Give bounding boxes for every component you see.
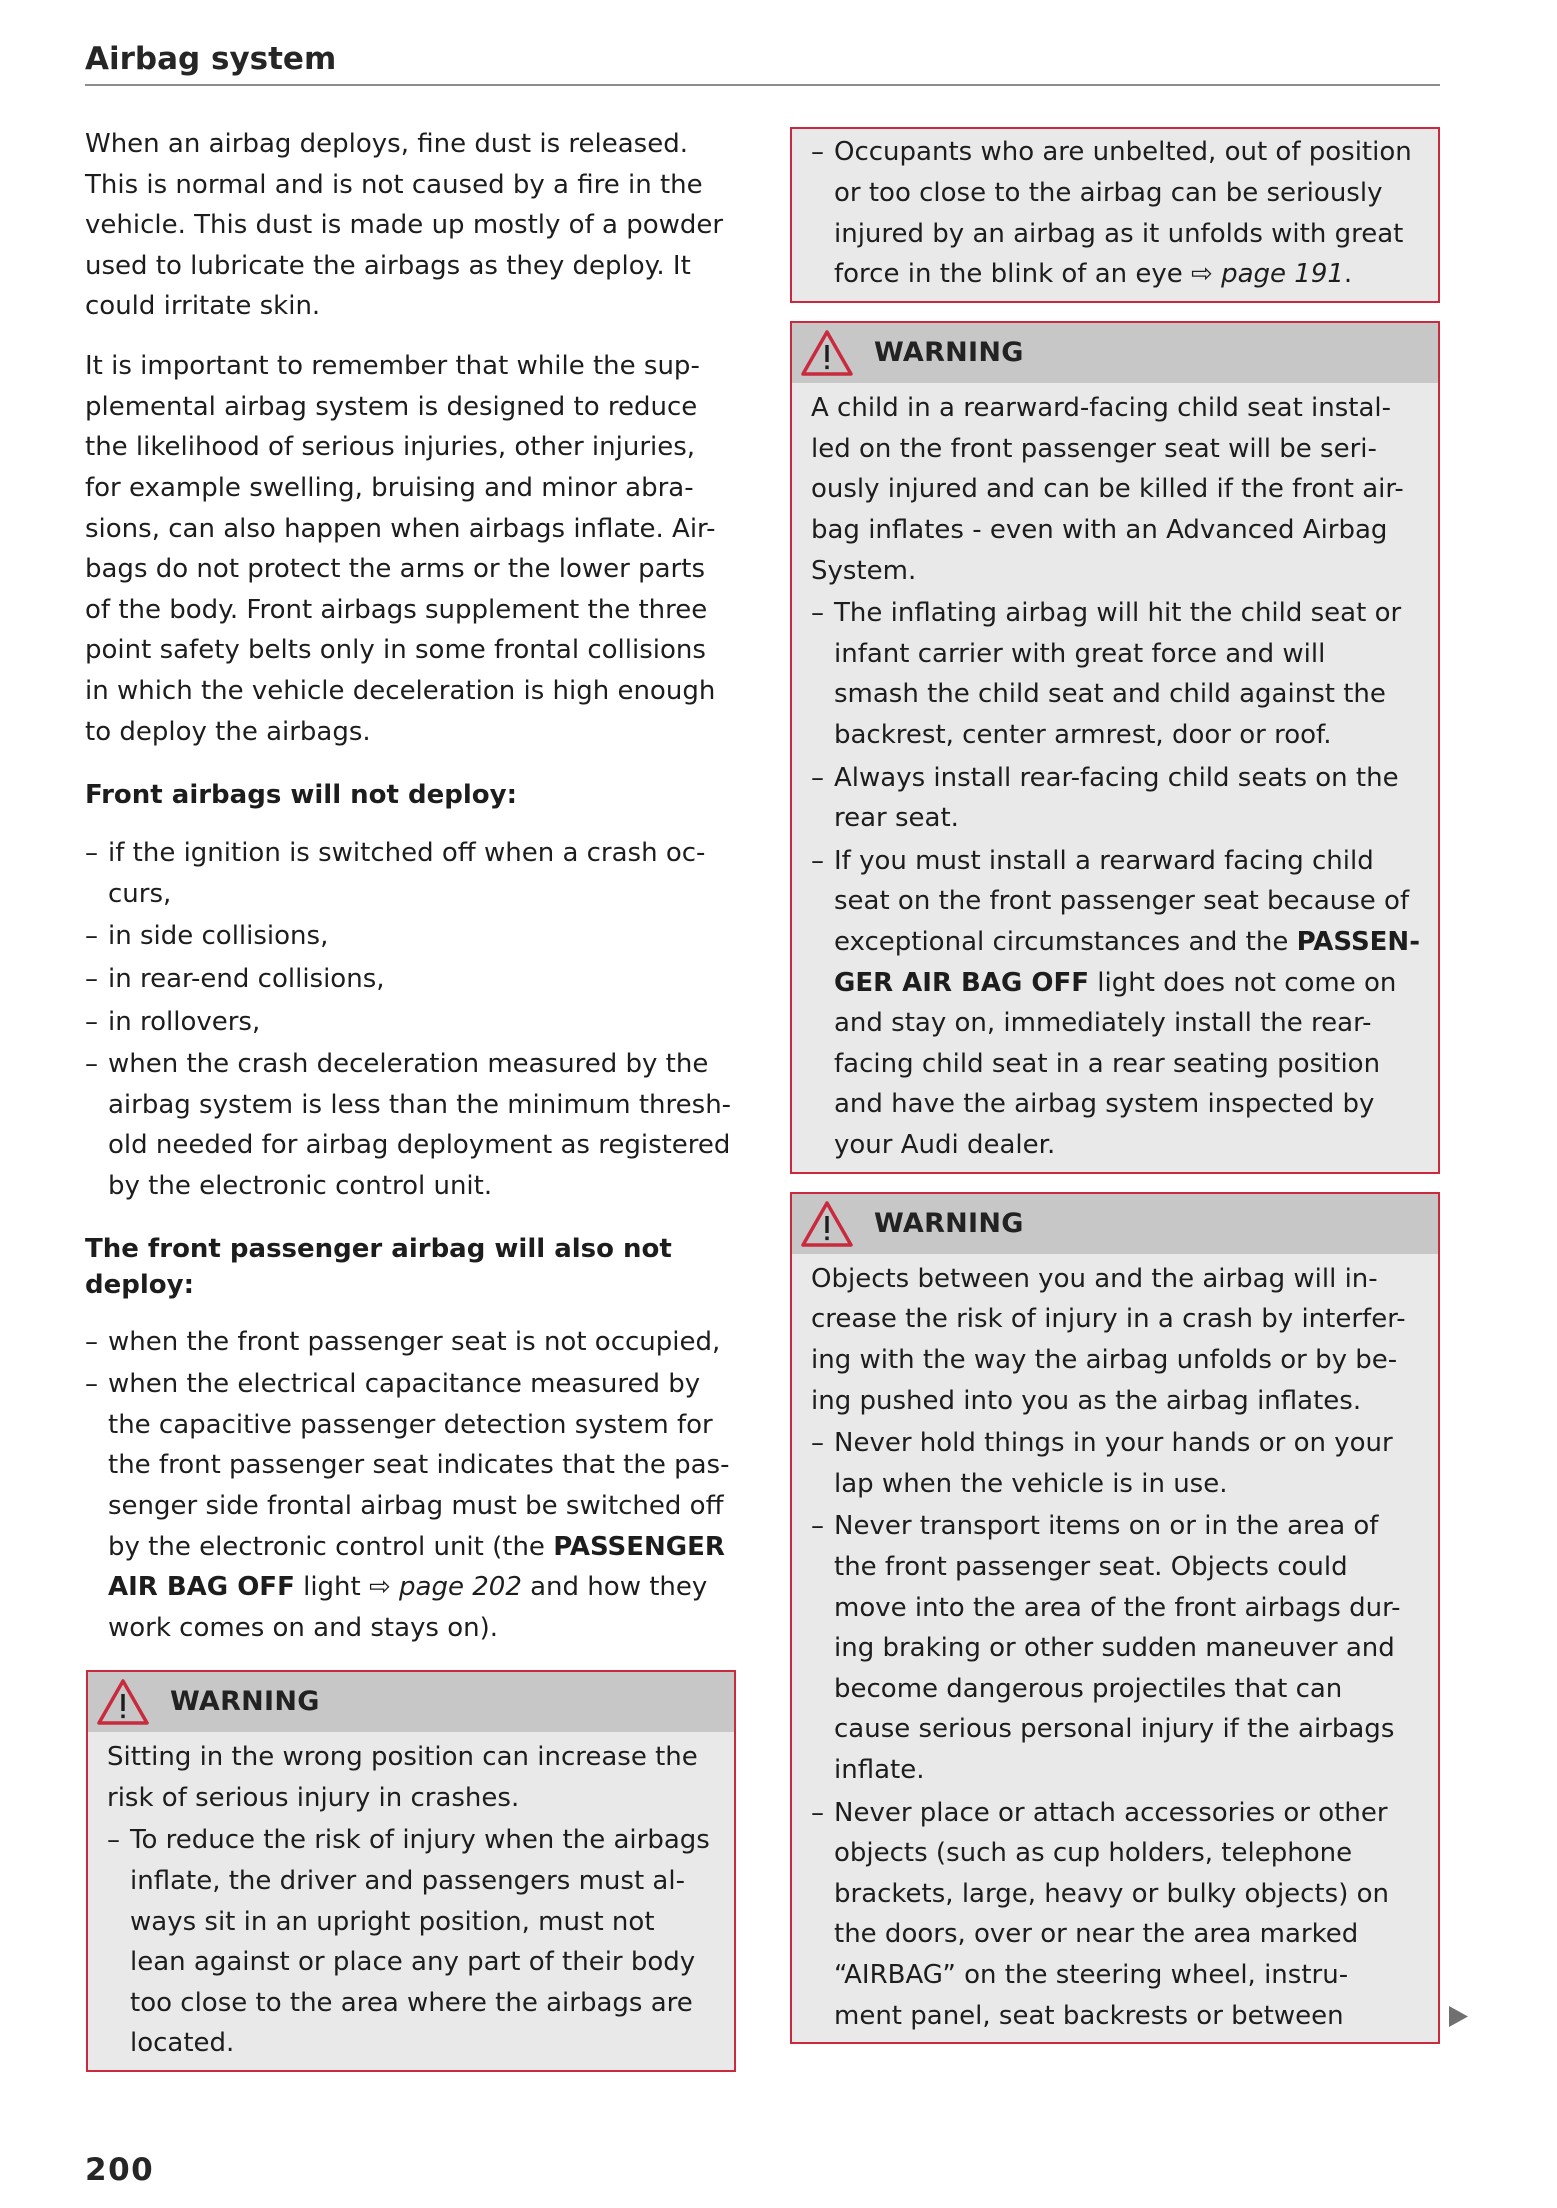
list-passenger-airbag-not-deploy — [85, 1322, 736, 1649]
warning-triangle-icon — [800, 1199, 854, 1249]
list-item — [85, 1322, 736, 1363]
text-line: ways sit in an upright position, must not — [130, 1906, 655, 1937]
warning-body — [88, 1732, 734, 2070]
list-dash: – — [85, 963, 98, 994]
list-dash: – — [85, 1049, 98, 1080]
text-segment: light ⇨ — [294, 1572, 400, 1603]
text-line: If you must install a rearward facing child — [834, 845, 1374, 876]
list-item — [811, 758, 1428, 839]
text-line: Never transport items on or in the area of — [834, 1511, 1379, 1542]
warning-body — [792, 383, 1438, 1171]
text-line: ing pushed into you as the airbag inflates. — [811, 1385, 1362, 1416]
warning-title: WARNING — [170, 1686, 320, 1717]
warning-triangle-icon — [96, 1677, 150, 1727]
text-line: old needed for airbag deployment as registered — [108, 1130, 731, 1161]
text-line: seat on the front passenger seat because of — [834, 886, 1410, 917]
text-line: infant carrier with great force and will — [834, 638, 1326, 669]
text-line: when the electrical capacitance measured by — [108, 1369, 701, 1400]
text-line: and have the airbag system inspected by — [834, 1089, 1375, 1120]
header-rule — [85, 84, 1440, 86]
text-line: Never place or attach accessories or other — [834, 1797, 1388, 1828]
text-line: System. — [811, 555, 917, 586]
section-heading-passenger-airbag — [85, 1232, 736, 1303]
list-item — [85, 916, 736, 957]
section-heading-front-airbags — [85, 775, 736, 816]
list-dash: – — [811, 137, 824, 168]
text-line: Sitting in the wrong position can increase the — [107, 1742, 698, 1773]
heading-line: deploy: — [85, 1269, 194, 1300]
list-item — [85, 959, 736, 1000]
text-line — [834, 922, 1428, 963]
text-line: airbag system is less than the minimum thresh- — [108, 1089, 732, 1120]
paragraph-airbag-limits — [85, 346, 736, 752]
text-line: senger side frontal airbag must be switched off — [108, 1490, 724, 1521]
list-dash: – — [811, 1511, 824, 1542]
text-line: located. — [130, 2028, 235, 2059]
paragraph-airbag-dust — [85, 124, 736, 327]
text-line: ing braking or other sudden maneuver and — [834, 1633, 1395, 1664]
text-line: the capacitive passenger detection system for — [108, 1409, 713, 1440]
page-reference-link[interactable]: page 202 — [399, 1572, 522, 1603]
text-line: bags do not protect the arms or the lower parts — [85, 554, 705, 585]
list-dash: – — [811, 845, 824, 876]
text-line: too close to the area where the airbags are — [130, 1987, 693, 2018]
text-line: sions, can also happen when airbags inflate. Air- — [85, 513, 716, 544]
text-line: for example swelling, bruising and minor abra- — [85, 473, 694, 504]
text-line: the doors, over or near the area marked — [834, 1919, 1359, 1950]
text-line: your Audi dealer. — [834, 1129, 1056, 1160]
warning-header — [792, 1194, 1438, 1254]
text-line: It is important to remember that while the sup- — [85, 351, 700, 382]
warning-header — [792, 323, 1438, 383]
text-segment: and how they — [521, 1572, 708, 1603]
text-line: Always install rear-facing child seats on the — [834, 762, 1399, 793]
text-line: of the body. Front airbags supplement the three — [85, 594, 708, 625]
page-reference-link[interactable]: page 191 — [1221, 259, 1344, 290]
text-line: become dangerous projectiles that can — [834, 1673, 1343, 1704]
list-item — [811, 132, 1428, 294]
text-line — [834, 254, 1428, 295]
text-line: point safety belts only in some frontal collisions — [85, 635, 706, 666]
list-item — [85, 1364, 736, 1648]
bold-term: GER AIR BAG OFF — [834, 967, 1089, 998]
text-line: rear seat. — [834, 803, 959, 834]
text-line: cause serious personal injury if the airbags — [834, 1714, 1395, 1745]
list-dash: – — [85, 838, 98, 869]
text-line: led on the front passenger seat will be seri- — [811, 433, 1377, 464]
text-line: ing with the way the airbag unfolds or by be- — [811, 1345, 1398, 1376]
list-item — [85, 1044, 736, 1206]
text-line: This is normal and is not caused by a fire in the — [85, 169, 703, 200]
warning-box-child-seat — [790, 321, 1440, 1173]
text-line: could irritate skin. — [85, 291, 321, 322]
list-item — [811, 841, 1428, 1166]
text-line: “AIRBAG” on the steering wheel, instru- — [834, 1959, 1349, 1990]
list-item — [811, 1423, 1428, 1504]
text-line: risk of serious injury in crashes. — [107, 1782, 520, 1813]
text-line: A child in a rearward-facing child seat instal- — [811, 393, 1392, 424]
heading-line: Front airbags will not deploy: — [85, 780, 517, 811]
text-segment: light does not come on — [1089, 967, 1397, 998]
text-line: inflate, the driver and passengers must al- — [130, 1866, 685, 1897]
text-line: inflate. — [834, 1755, 925, 1786]
note-body — [792, 129, 1438, 300]
text-line: The inflating airbag will hit the child seat or — [834, 598, 1402, 629]
warning-header — [88, 1672, 734, 1732]
text-line: in which the vehicle deceleration is high enough — [85, 676, 716, 707]
warning-box-seating-position — [86, 1670, 736, 2072]
warning-box-loose-objects — [790, 1192, 1440, 2044]
text-line: To reduce the risk of injury when the airbags — [130, 1825, 710, 1856]
text-line: backrest, center armrest, door or roof. — [834, 720, 1332, 751]
list-item — [811, 1506, 1428, 1790]
text-line: plemental airbag system is designed to reduce — [85, 391, 698, 422]
list-dash: – — [85, 1326, 98, 1357]
list-dash: – — [85, 921, 98, 952]
text-line: in rollovers, — [108, 1006, 261, 1037]
note-box-occupant-position — [790, 127, 1440, 302]
text-line: When an airbag deploys, fine dust is released. — [85, 129, 688, 159]
text-line: in side collisions, — [108, 921, 329, 952]
text-line: lean against or place any part of their body — [130, 1947, 696, 1978]
text-line: ment panel, seat backrests or between — [834, 2000, 1344, 2031]
warning-title: WARNING — [874, 1207, 1024, 1239]
bold-term: PASSEN- — [1296, 927, 1420, 958]
list-item — [811, 593, 1428, 755]
section-title: Airbag system — [85, 41, 337, 77]
text-segment: force in the blink of an eye ⇨ — [834, 259, 1222, 290]
list-dash: – — [811, 1428, 824, 1459]
text-line: and stay on, immediately install the rear- — [834, 1008, 1372, 1039]
text-segment: by the electronic control unit (the — [108, 1531, 554, 1562]
text-line: smash the child seat and child against the — [834, 679, 1386, 710]
text-line: when the front passenger seat is not occupied, — [108, 1326, 721, 1357]
bold-term: PASSENGER — [553, 1531, 725, 1562]
list-dash: – — [107, 1825, 120, 1856]
warning-title: WARNING — [874, 337, 1024, 368]
list-dash: – — [811, 598, 824, 629]
list-front-airbags-not-deploy — [85, 833, 736, 1206]
text-line: brackets, large, heavy or bulky objects) on — [834, 1878, 1389, 1909]
text-line: when the crash deceleration measured by the — [108, 1049, 709, 1080]
text-line: or too close to the airbag can be seriously — [834, 177, 1383, 208]
list-dash: – — [85, 1006, 98, 1037]
text-line: move into the area of the front airbags dur- — [834, 1592, 1401, 1623]
heading-line: The front passenger airbag will also not — [85, 1234, 672, 1265]
bold-term: AIR BAG OFF — [108, 1572, 295, 1603]
text-line: facing child seat in a rear seating position — [834, 1048, 1381, 1079]
list-item — [85, 1002, 736, 1043]
page-number: 200 — [85, 2152, 155, 2188]
text-line: objects (such as cup holders, telephone — [834, 1838, 1353, 1869]
text-line: the front passenger seat indicates that the pas- — [108, 1450, 730, 1481]
text-line: bag inflates - even with an Advanced Airbag — [811, 515, 1388, 546]
text-line: Objects between you and the airbag will in- — [811, 1263, 1378, 1294]
text-line — [108, 1567, 736, 1608]
text-line: by the electronic control unit. — [108, 1170, 493, 1201]
warning-body — [792, 1254, 1438, 2042]
text-line: vehicle. This dust is made up mostly of a powder — [85, 210, 724, 241]
text-line: ously injured and can be killed if the front air- — [811, 474, 1404, 505]
list-dash: – — [811, 1797, 824, 1828]
text-line: Occupants who are unbelted, out of position — [834, 137, 1412, 168]
continue-arrow-icon — [1449, 2006, 1468, 2027]
list-item — [811, 1793, 1428, 2037]
text-line — [108, 1527, 736, 1568]
text-segment: exceptional circumstances and the — [834, 927, 1297, 958]
text-line: injured by an airbag as it unfolds with great — [834, 218, 1404, 249]
list-dash: – — [85, 1369, 98, 1400]
list-item — [107, 1820, 724, 2064]
text-line: work comes on and stays on). — [108, 1612, 499, 1643]
text-line: crease the risk of injury in a crash by interfer- — [811, 1304, 1406, 1335]
list-dash: – — [811, 762, 824, 793]
list-item — [85, 833, 736, 914]
text-line: Never hold things in your hands or on your — [834, 1428, 1393, 1459]
text-line: to deploy the airbags. — [85, 716, 371, 747]
text-line: the front passenger seat. Objects could — [834, 1552, 1348, 1583]
text-line: curs, — [108, 878, 172, 909]
text-segment: . — [1343, 259, 1353, 290]
text-line: used to lubricate the airbags as they deploy. It — [85, 250, 691, 281]
text-line: lap when the vehicle is in use. — [834, 1468, 1228, 1499]
text-line — [834, 963, 1428, 1004]
text-line: if the ignition is switched off when a crash oc- — [108, 838, 706, 869]
text-line: the likelihood of serious injuries, other injuries, — [85, 432, 696, 463]
text-line: in rear-end collisions, — [108, 963, 385, 994]
warning-triangle-icon — [800, 328, 854, 378]
